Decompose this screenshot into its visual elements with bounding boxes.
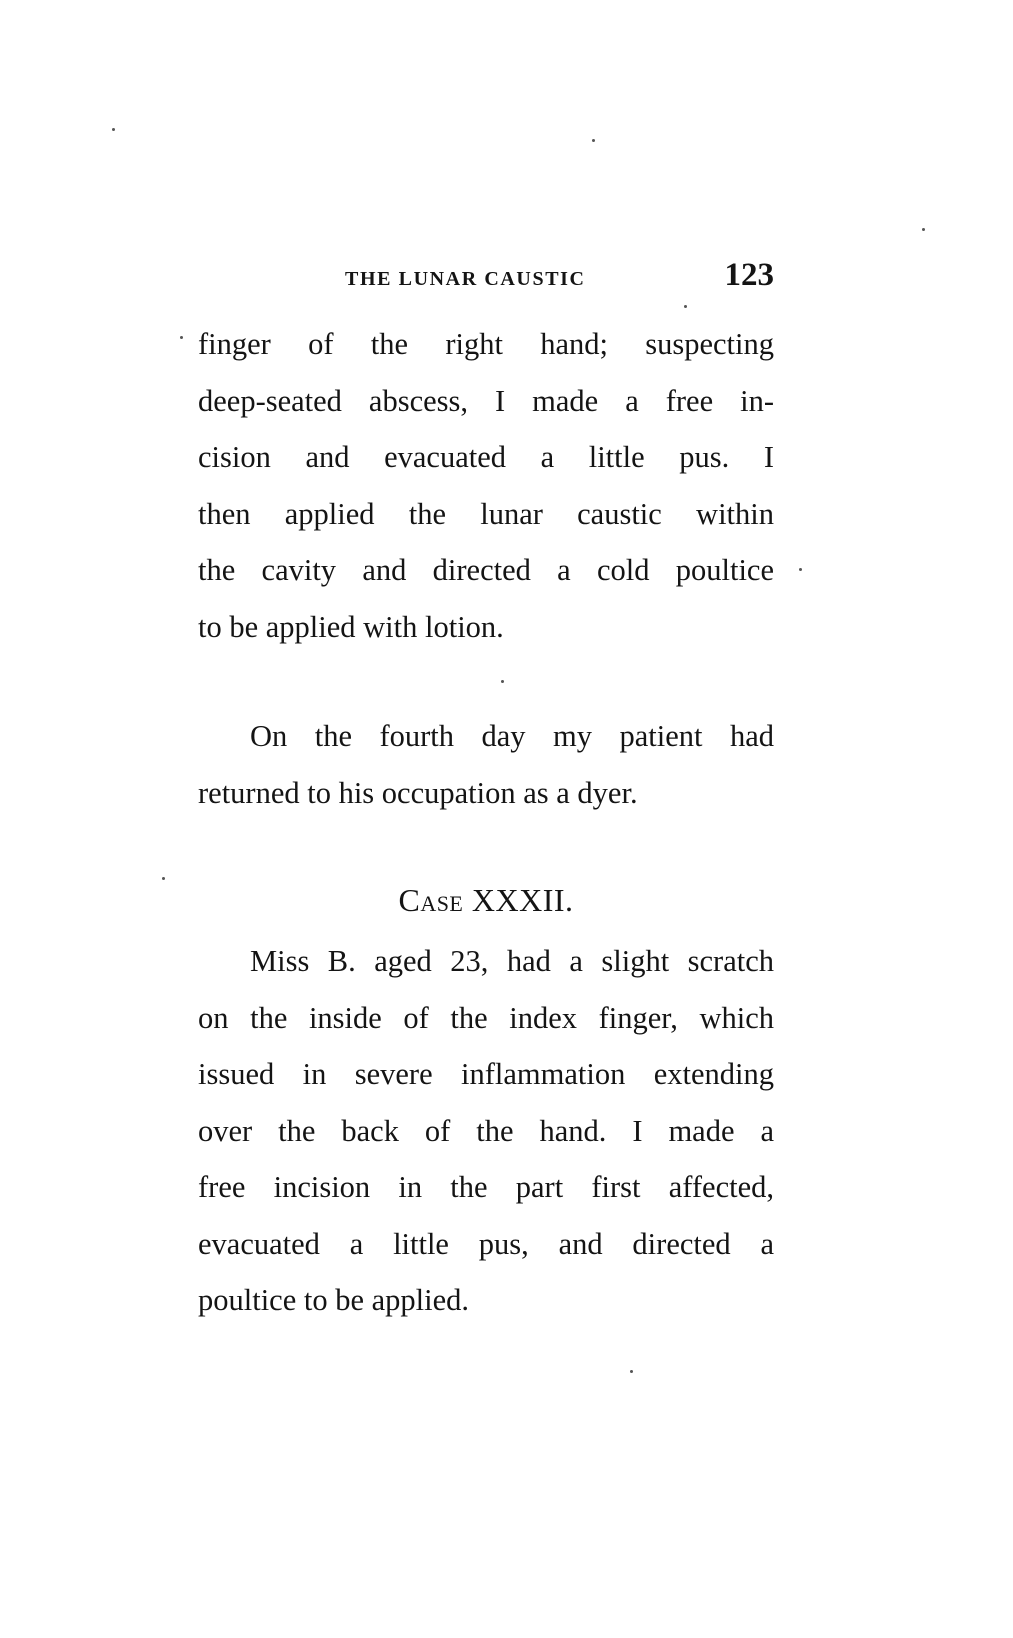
scan-speck [799, 568, 802, 571]
text-line: finger of the right hand; suspecting [198, 327, 774, 361]
text-line: then applied the lunar caustic within [198, 496, 774, 531]
text-line: the cavity and directed a cold poultice [198, 553, 774, 587]
case-heading-word: Case [398, 882, 464, 918]
paragraph-outcome [198, 708, 774, 821]
text-line: cision and evacuated a little pus. I [198, 440, 774, 474]
case-heading [198, 872, 774, 928]
text-line: on the inside of the index finger, which [198, 1000, 774, 1035]
text-line: returned to his occupation as a dyer. [198, 775, 638, 810]
text-line: over the back of the hand. I made a [198, 1113, 774, 1148]
scan-speck [630, 1370, 633, 1373]
text-line: deep-seated abscess, I made a free in- [198, 383, 774, 418]
scan-speck [162, 877, 165, 880]
scan-speck [684, 305, 687, 308]
running-head-title: THE LUNAR CAUSTIC [345, 268, 586, 290]
running-head [198, 257, 774, 302]
case-heading-numeral: XXXII. [471, 882, 574, 918]
scan-speck [592, 139, 595, 142]
text-line: issued in severe inflammation extending [198, 1057, 774, 1091]
scan-speck [180, 336, 183, 339]
scan-speck [501, 680, 504, 683]
scan-speck [112, 128, 115, 131]
text-line: poultice to be applied. [198, 1283, 470, 1317]
paragraph-case-description [198, 933, 774, 1329]
scan-speck [922, 228, 925, 231]
text-line: On the fourth day my patient had [250, 719, 774, 753]
text-line: to be applied with lotion. [198, 609, 504, 644]
text-line: evacuated a little pus, and directed a [198, 1226, 774, 1261]
paragraph-continued [198, 316, 774, 655]
page-number: 123 [724, 257, 774, 293]
text-line: Miss B. aged 23, had a slight scratch [250, 944, 774, 978]
text-line: free incision in the part first affected, [198, 1170, 774, 1204]
